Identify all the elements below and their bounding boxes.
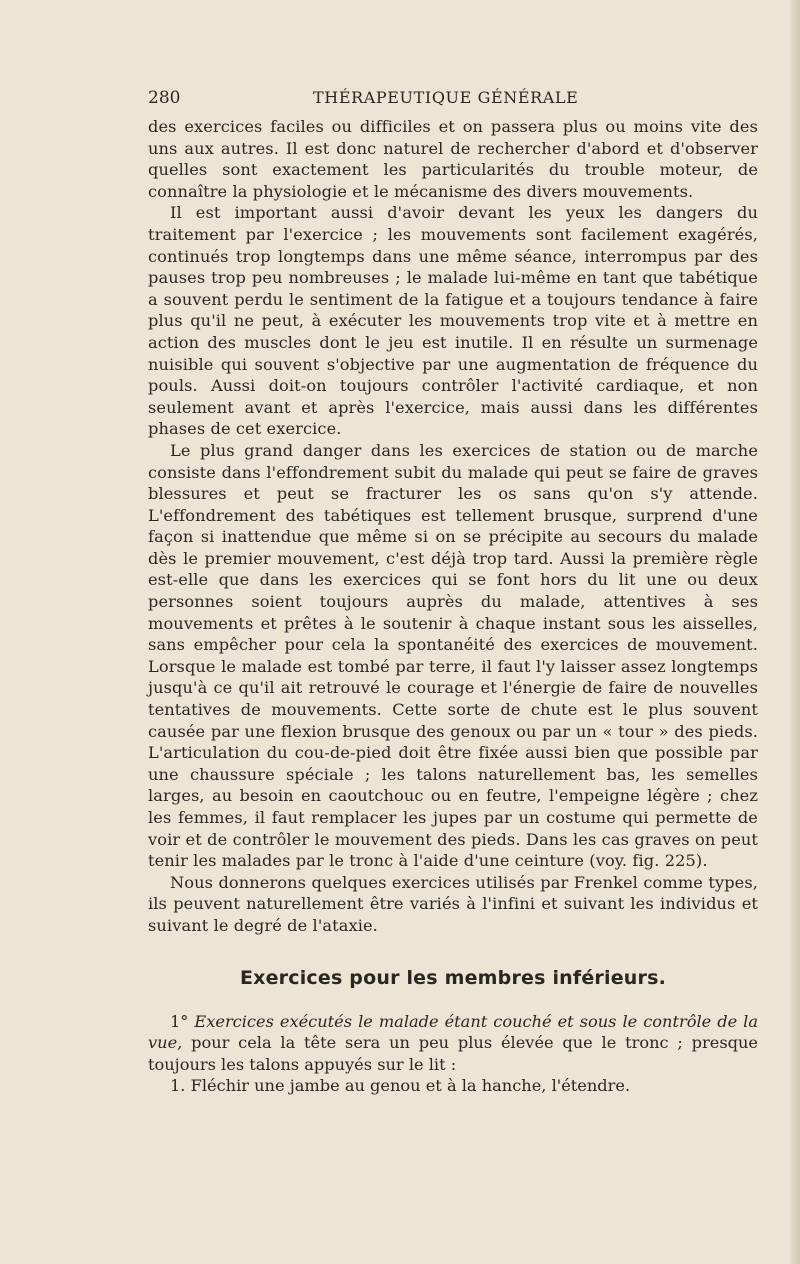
page-number: 280 <box>148 88 181 108</box>
running-title: THÉRAPEUTIQUE GÉNÉRALE <box>313 88 579 107</box>
body-text <box>148 116 758 937</box>
subsection-text: pour cela la tête sera un peu plus élevée que le tronc ; presque toujours les talons appuyés sur le lit : <box>148 1033 758 1074</box>
subsection <box>148 1011 758 1097</box>
subsection-title: Exercices exécutés le malade étant couché et sous le contrôle de la vue, <box>148 1011 758 1053</box>
paragraph: Il est important aussi d'avoir devant les yeux les dangers du traitement par l'exercice ; les mouvements sont facilement exagérés, continués trop longtemps dans une même séance, interrompus par des pauses trop peu nombreuses ; le malade lui-même en tant que tabétique a souvent perdu le sentiment de la fatigue et a toujours tendance à faire plus qu'il ne peut, à exécuter les mouvements trop vite et à mettre en action des muscles dont le jeu est inutile. Il en résulte un surmenage nuisible qui souvent s'objective par une augmentation de fréquence du pouls. Aussi doit-on toujours contrôler l'activité cardiaque, et non seulement avant et après l'exercice, mais aussi dans les différentes phases de cet exercice. <box>148 203 758 439</box>
section-heading: Exercices pour les membres inférieurs. <box>239 966 667 989</box>
subsection-number: 1° <box>170 1011 189 1031</box>
page-edge <box>790 0 800 1264</box>
paragraph: Le plus grand danger dans les exercices de station ou de marche consiste dans l'effondrement subit du malade qui peut se faire de graves blessures et peut se fracturer les os sans qu'on s'y attende. L'effondrement des tabétiques est tellement brusque, surprend d'une façon si inattendue que même si on se précipite au secours du malade dès le premier mouvement, c'est déjà trop tard. Aussi la première règle est-elle que dans les exercices qui se font hors du lit une ou deux personnes soient toujours auprès du malade, attentives à ses mouvements et prêtes à le soutenir à chaque instant sous les aisselles, sans empêcher pour cela la spontanéité des exercices de mouvement. Lorsque le malade est tombé par terre, il faut l'y laisser assez longtemps jusqu'à ce qu'il ait retrouvé le courage et l'énergie de faire de nouvelles tentatives de mouvements. Cette sorte de chute est le plus souvent causée par une flexion brusque des genoux ou par un « tour » des pieds. L'articulation du cou-de-pied doit être fixée aussi bien que possible par une chaussure spéciale ; les talons naturellement bas, les semelles larges, au besoin en caoutchouc ou en feutre, l'empeigne légère ; chez les femmes, il faut remplacer les jupes par un costume qui permette de voir et de contrôler le mouvement des pieds. Dans les cas graves on peut tenir les malades par le tronc à l'aide d'une ceinture (voy. fig. 225). <box>148 440 758 871</box>
paragraph: des exercices faciles ou difficiles et on passera plus ou moins vite des uns aux autres. Il est donc naturel de rechercher d'abord et d'observer quelles sont exactement les particularités du trouble moteur, de connaître la physiologie et le mécanisme des divers mouvements. <box>148 117 758 201</box>
paragraph: Nous donnerons quelques exercices utilisés par Frenkel comme types, ils peuvent naturellement être variés à l'infini et suivant les individus et suivant le degré de l'ataxie. <box>148 872 758 935</box>
page <box>148 82 758 1097</box>
page-header <box>148 82 758 116</box>
exercise-item: 1. Fléchir une jambe au genou et à la hanche, l'étendre. <box>170 1076 631 1096</box>
subsection-paragraph <box>148 1011 758 1076</box>
